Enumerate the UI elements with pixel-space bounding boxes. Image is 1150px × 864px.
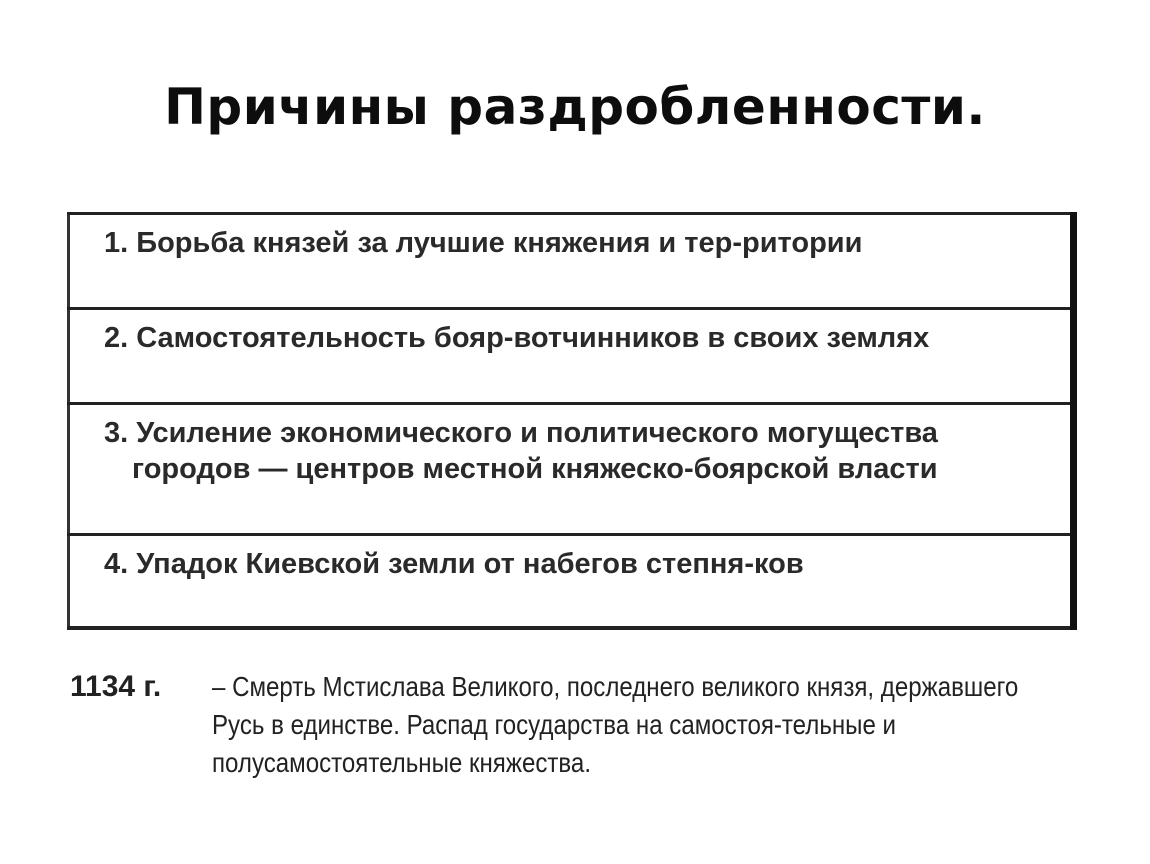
- cause-row: [69, 404, 1074, 535]
- slide-title: Причины раздробленности.: [164, 78, 986, 136]
- causes-table: [67, 212, 1077, 630]
- cause-text: 4. Упадок Киевской земли от набегов степня-ков: [104, 548, 804, 580]
- cause-cell: [69, 404, 1074, 535]
- cause-cell: [69, 309, 1074, 404]
- cause-cell: [69, 535, 1074, 629]
- event-year: 1134 г.: [70, 670, 162, 703]
- cause-row: [69, 535, 1074, 629]
- cause-text: 1. Борьба князей за лучшие княжения и тер-ритории: [104, 227, 863, 259]
- cause-text: 3. Усиление экономического и политического могущества городов — центров местной княжеско-боярской власти: [104, 417, 938, 485]
- cause-row: [69, 309, 1074, 404]
- cause-text: 2. Самостоятельность бояр-вотчинников в своих землях: [104, 322, 930, 354]
- event-description: – Смерть Мстислава Великого, последнего великого князя, державшего Русь в единстве. Распад государства на самостоя-тельные и полусамостоятельные княжества.: [212, 671, 1019, 778]
- cause-row: [69, 214, 1074, 309]
- cause-cell: [69, 214, 1074, 309]
